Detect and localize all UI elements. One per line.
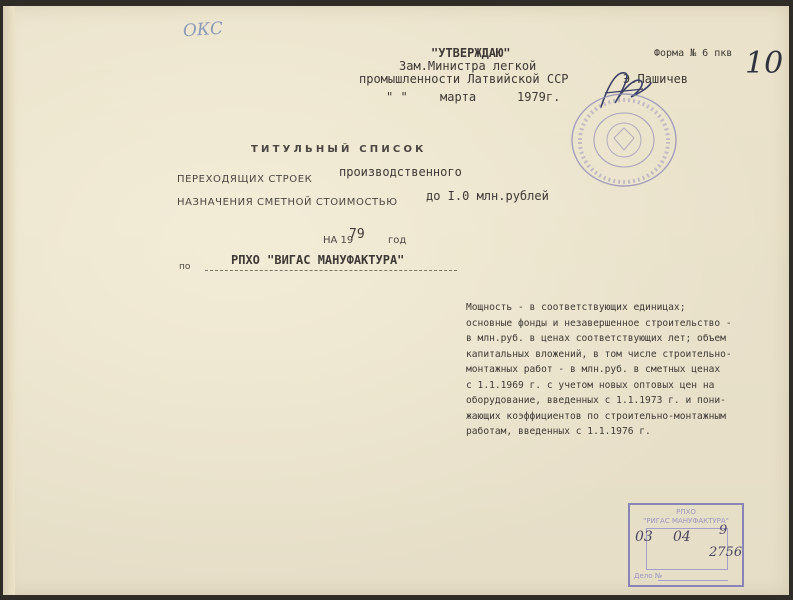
note-line: в млн.руб. в ценах соответствующих лет; объем bbox=[466, 333, 726, 344]
note-line: капитальных вложений, в том числе строительно- bbox=[466, 348, 732, 360]
year-value: 79 bbox=[349, 227, 365, 242]
year-suffix-label: год bbox=[388, 235, 407, 246]
title-line1-label: ПЕРЕХОДЯЩИХ СТРОЕК bbox=[177, 174, 313, 185]
organization-underline bbox=[205, 270, 457, 271]
organization-prefix-label: по bbox=[179, 262, 191, 272]
note-line: Мощность - в соответствующих единицах; bbox=[466, 302, 686, 313]
note-line: монтажных работ - в млн.руб. в сметных ценах bbox=[466, 364, 721, 375]
approval-date-year: 1979г. bbox=[517, 90, 561, 104]
document-page bbox=[3, 6, 789, 595]
stamp-delo-line bbox=[658, 580, 728, 581]
stamp-organization: "РИГАС МАНУФАКТУРА" bbox=[643, 517, 729, 525]
form-number: Форма № 6 пкв bbox=[654, 48, 733, 59]
note-line: жающих коэффициентов по строительно-монтажным bbox=[466, 410, 726, 422]
stamp-day: 03 bbox=[635, 529, 653, 545]
title-line2-label: НАЗНАЧЕНИЯ СМЕТНОЙ СТОИМОСТЬЮ bbox=[177, 197, 398, 208]
note-line: оборудование, введенных с 1.1.1973 г. и пони- bbox=[466, 395, 726, 406]
explanatory-note bbox=[466, 300, 732, 440]
stamp-year: 9 bbox=[719, 523, 728, 538]
approval-date-quote: " " bbox=[386, 90, 408, 104]
registration-stamp bbox=[628, 503, 744, 587]
year-prefix-label: НА 19 bbox=[323, 235, 354, 246]
stamp-delo-label: Дело № bbox=[634, 572, 663, 580]
approval-heading: "УТВЕРЖДАЮ" bbox=[431, 46, 511, 60]
binding-edge bbox=[3, 6, 15, 595]
note-line: работам, введенных с 1.1.1976 г. bbox=[466, 426, 651, 437]
title-line1-typed: производственного bbox=[339, 165, 462, 179]
handwritten-oks-note: ОКС bbox=[182, 18, 224, 42]
document-title: ТИТУЛЬНЫЙ СПИСОК bbox=[251, 144, 427, 155]
approval-ministry-line: промышленности Латвийской ССР bbox=[359, 72, 569, 86]
note-line: основные фонды и незавершенное строительство - bbox=[466, 317, 732, 329]
stamp-title: РПХО bbox=[676, 508, 696, 516]
organization-name: РПХО "ВИГАС МАНУФАКТУРА" bbox=[231, 253, 405, 267]
stamp-month: 04 bbox=[673, 529, 691, 545]
approval-deputy-line: Зам.Министра легкой bbox=[399, 59, 537, 73]
stamp-number: 2756 bbox=[709, 545, 743, 560]
handwritten-page-number: 10 bbox=[745, 46, 784, 81]
approval-date-month: марта bbox=[440, 90, 477, 104]
signer-name: Э.Пашичев bbox=[623, 72, 689, 86]
title-line2-typed: до I.0 млн.рублей bbox=[426, 189, 549, 203]
note-line: с 1.1.1969 г. с учетом новых оптовых цен на bbox=[466, 379, 715, 391]
official-seal bbox=[566, 90, 686, 190]
